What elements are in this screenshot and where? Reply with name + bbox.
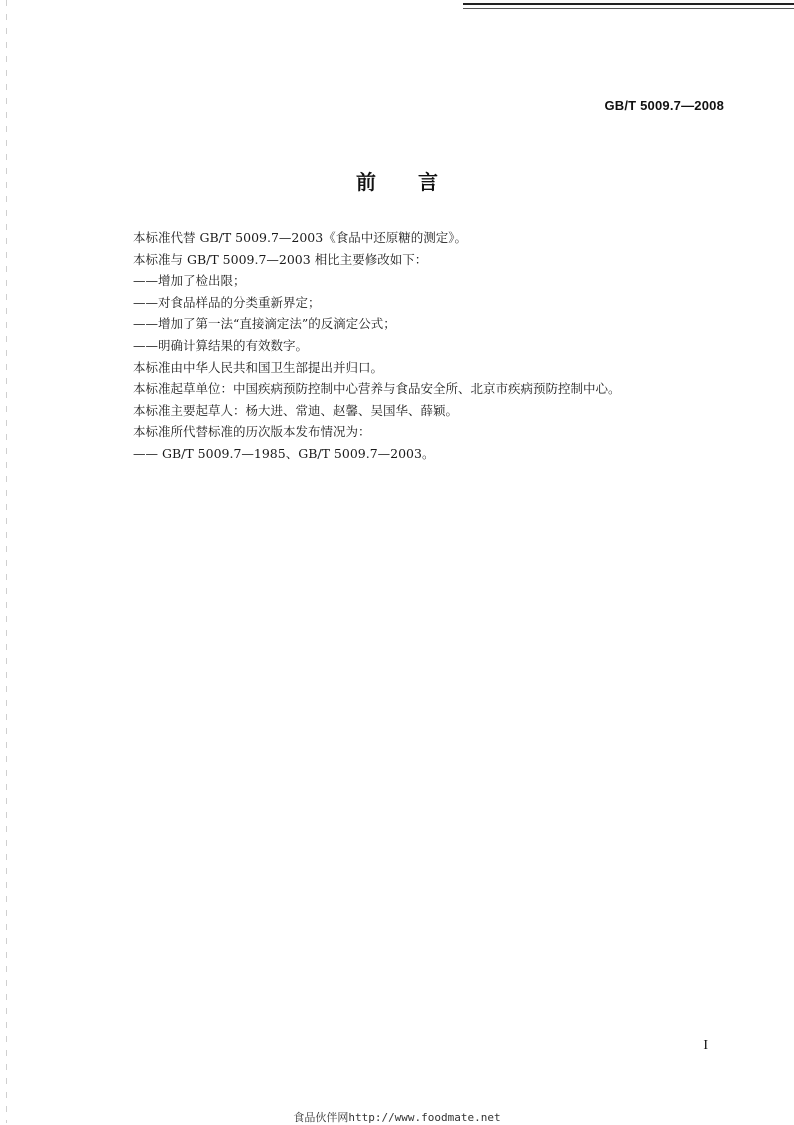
foreword-line: 本标准由中华人民共和国卫生部提出并归口。 (133, 359, 384, 375)
footer-url[interactable]: http://www.foodmate.net (348, 1111, 501, 1124)
foreword-line: ——明确计算结果的有效数字。 (133, 337, 309, 353)
page-title-char: 前 (356, 170, 376, 194)
foreword-line: 本标准与 GB/T 5009.7—2003 相比主要修改如下： (133, 251, 428, 267)
foreword-line: ——增加了第一法“直接滴定法”的反滴定公式； (133, 316, 396, 332)
footer-site-name: 食品伙伴网 (293, 1111, 349, 1124)
page-title-char: 言 (418, 170, 438, 194)
page-title (0, 166, 794, 195)
foreword-line: 本标准主要起草人：杨大进、常迪、赵馨、吴国华、薛颖。 (133, 402, 459, 418)
foreword-line: 本标准代替 GB/T 5009.7—2003《食品中还原糖的测定》。 (133, 230, 467, 245)
foreword-line: —— GB/T 5009.7—1985、GB/T 5009.7—2003。 (133, 445, 435, 461)
foreword-line: ——增加了检出限； (133, 273, 246, 289)
foreword-line: 本标准起草单位：中国疾病预防控制中心营养与食品安全所、北京市疾病预防控制中心。 (133, 381, 621, 397)
foreword-body (133, 227, 733, 465)
foreword-line: 本标准所代替标准的历次版本发布情况为： (133, 424, 371, 440)
top-rule-thin (463, 8, 794, 9)
standard-code: GB/T 5009.7—2008 (604, 98, 724, 113)
page-number: I (703, 1038, 708, 1053)
top-rule (463, 3, 794, 5)
foreword-line: ——对食品样品的分类重新界定； (133, 294, 321, 310)
